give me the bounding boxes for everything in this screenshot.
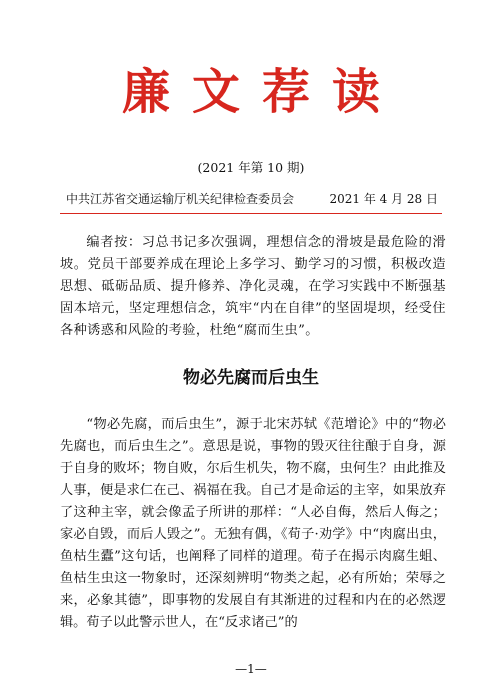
header-divider — [60, 213, 442, 214]
masthead-title: 廉文荐读 — [121, 64, 402, 120]
publisher-name: 中共江苏省交通运输厅机关纪律检查委员会 — [66, 192, 295, 206]
page-number: —1— — [235, 662, 267, 676]
article-title: 物必先腐而后虫生 — [183, 368, 319, 388]
publication-meta — [66, 191, 438, 207]
article-paragraph: “物必先腐，而后虫生”，源于北宋苏轼《范增论》中的“物必先腐也，而后虫生之”。意思是说，事物的毁灭往往酿于自身，源于自身的败坏；物自败，尔后生机失，物不腐，虫何生？由此推及人事，便是求仁在己、祸福在我。自己才是命运的主宰，如果放弃了这种主宰，就会像孟子所讲的那样：“人必自侮，然后人侮之；家必自毁，而后人毁之”。无独有偶，《荀子·劝学》中“肉腐出虫，鱼枯生蠹”这句话，也阐释了同样的道理。荀子在揭示肉腐生蛆、鱼枯生虫这一物象时，还深刻辨明“物类之起，必有所始；荣辱之来，必象其德”，即事物的发展自有其渐进的过程和内在的必然逻辑。荀子以此警示世人，在“反求诸己”的 — [60, 417, 446, 630]
publication-date: 2021 年 4 月 28 日 — [329, 192, 438, 206]
editor-note: 编者按：习总书记多次强调，理想信念的滑坡是最危险的滑坡。党员干部要养成在理论上多学习、勤学习的习惯，积极改造思想、砥砺品质、提升修养、净化灵魂，在学习实践中不断强基固本培元，坚定理想信念，筑牢“内在自律”的坚固堤坝，经受住各种诱惑和风险的考验，杜绝“腐而生虫”。 — [60, 235, 446, 338]
issue-number: (2021 年第 10 期) — [197, 160, 305, 175]
